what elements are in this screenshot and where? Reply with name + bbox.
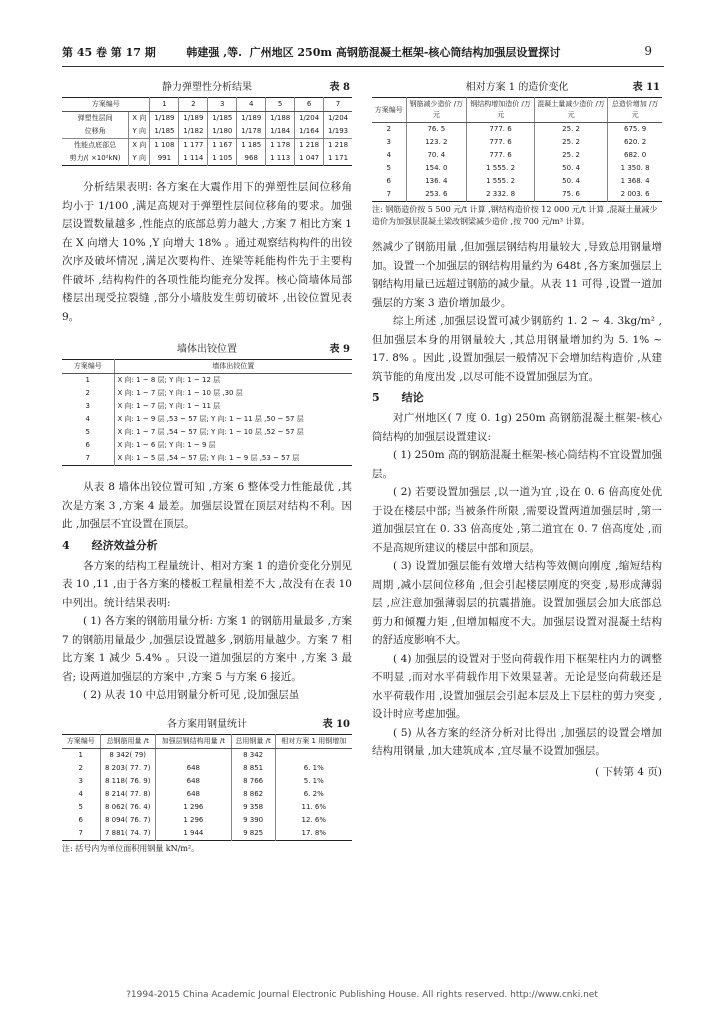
table-cell: 1/164 [295,125,324,139]
table-cell: 6 [386,177,391,185]
table-cell: 1/188 [266,112,295,126]
table-cell: 620. 2 [608,136,662,149]
table-cell: Y 向 [129,125,150,139]
table-cell: 777. 6 [467,136,535,149]
table-row [62,814,352,827]
conclusion-item: ( 3) 设置加强层能有效增大结构等效侧向刚度 ,缩短结构周期 ,减小层间位移角 ,但会引起楼层刚度的突变 ,易形成薄弱层 ,应注意加强薄弱层的抗震措施。设置加强层会加大底部总剪力和倾覆力矩 ,但增加幅度不大。加强层设置对混凝土结构的舒适度影响不大。 [372,560,662,646]
table8-header-cell: 1 [150,98,179,112]
table10-header-cell: 总钢筋用量 /t [100,734,155,748]
table-cell: X 向: 1 ~ 6 层; Y 向: 1 ~ 9 层 [114,439,352,452]
table11-header-cell: 钢结构增加造价 /万元 [467,98,535,123]
table-cell: 5 [386,164,391,172]
table-cell: X 向: 1 ~ 9 层 ,53 ~ 57 层; Y 向: 1 ~ 11 层 ,50 ~ 57 层 [114,413,352,426]
table-cell: 9 825 [231,827,275,841]
table-cell: 1 167 [208,139,237,153]
table-cell: 7 [386,190,391,198]
table11-header-cell: 混凝土量减少造价 /万元 [534,98,607,123]
table-cell: 12. 6% [275,814,352,827]
table-cell: 8 062( 76. 4) [100,801,155,814]
table-cell: 6. 1% [275,762,352,775]
table-cell: 2 [78,763,83,772]
table-cell: 991 [150,152,179,166]
table-cell: 154. 0 [406,162,467,175]
table-row [62,112,352,126]
table-cell: 70. 4 [406,149,467,162]
table-cell: 1/193 [324,125,352,139]
table-cell: 9 358 [231,801,275,814]
table-row [372,175,662,188]
table8-title: 静力弹塑性分析结果 [162,82,252,93]
table-cell: 1 555. 2 [467,162,535,175]
table-cell: 123. 2 [406,136,467,149]
paragraph: 从表 8 墙体出铰位置可知 ,方案 6 整体受力性能最优 ,其次是方案 3 ,方案 4 最差。加强层设置在顶层对结构不利。因此 ,加强层不宜设置在顶层。 [62,481,352,530]
table-cell: 2 332. 8 [467,188,535,202]
conclusion-item: ( 4) 加强层的设置对于竖向荷载作用下框架柱内力的调整不明显 ,而对水平荷载作用下效果显著。无论是竖向荷载还是水平荷载作用 ,设置加强层会引起本层及上下层柱的剪力突变 ,设计时应考虑加强。 [372,652,662,720]
table-cell: 2 [386,125,391,133]
table-cell: 17. 8% [275,827,352,841]
table11-caption [372,78,662,94]
table9-caption [62,340,352,356]
paragraph: 综上所述 ,加强层设置可减少钢筋约 1. 2 ~ 4. 3kg/m² ,但加强层本身的用钢量较大 ,其总用钢量增加约为 5. 1% ~ 17. 8% 。因此 ,设置加强层一般情况下会增加结构造价 ,从建筑节能的角度出发 ,以尽可能不设置加强层为宜。 [372,315,662,383]
table11 [372,97,662,202]
table11-header-cell: 总造价增加 /万元 [608,98,662,123]
table-row [372,188,662,202]
table-cell: 1 218 [324,139,352,153]
table-cell: 1 114 [179,152,208,166]
table-cell: 648 [155,762,231,775]
table8-number: 表 8 [329,82,350,93]
table-cell: 8 342 [231,748,275,762]
table-cell: 50. 4 [534,175,607,188]
page-number: 9 [644,44,652,58]
paragraph: 分析结果表明: 各方案在大震作用下的弹塑性层间位移角均小于 1/100 ,满足高规对于弹塑性层间位移角的要求。加强层设置数量越多 ,性能点的底部总剪力越大 ,方案 7 相比方案 1 在 X 向增大 10% ,Y 向增大 18% 。通过观察结构构件的出铰次序及破坏情况 ,满足次要构件、连梁等耗能构件先于主要构件破坏 ,结构构件的各项性能均能充分发挥。核心筒墙体局部楼层出现受拉裂缝 ,部分小墙肢发生剪切破坏 ,出铰位置见表 9。 [62,181,352,323]
table-cell: 4 [78,789,83,798]
table10 [62,734,352,841]
table-row [62,452,352,466]
table-cell: 6. 2% [275,788,352,801]
table-row [62,827,352,841]
table-row [62,152,352,166]
table-cell: 8 214( 77. 8) [100,788,155,801]
table10-header-cell: 加强层钢结构用量 /t [155,734,231,748]
table-row [62,426,352,439]
table10-title: 各方案用钢量统计 [167,718,247,730]
table-cell: 7 [85,454,90,462]
table-cell: 1 105 [208,152,237,166]
table-cell: 136. 4 [406,175,467,188]
table8-header-cell: 4 [237,98,266,112]
table-cell: 2 003. 6 [608,188,662,202]
table-row [62,748,352,762]
table-row [62,374,352,388]
table9-number: 表 9 [329,344,350,355]
table-row [62,788,352,801]
table-cell: 8 851 [231,762,275,775]
table-cell: 1 047 [295,152,324,166]
table9 [62,359,352,466]
table-row [62,762,352,775]
table-row [62,439,352,452]
continued-note: ( 下转第 4 页) [595,765,662,778]
table-cell: 弹塑性层间 [77,114,113,122]
table-cell: 1/182 [179,125,208,139]
table-cell: 1 113 [266,152,295,166]
table-cell: 剪力/( ×10²kN) [69,154,121,162]
table-cell [275,748,352,762]
table-cell: 1 218 [295,139,324,153]
table8-header-cell: 3 [208,98,237,112]
table-cell: X 向: 1 ~ 7 层; Y 向: 1 ~ 10 层 ,30 层 [114,387,352,400]
table-row [62,400,352,413]
table-cell: 8 118( 76. 9) [100,775,155,788]
table8-header-cell: 6 [295,98,324,112]
table-cell: 8 862 [231,788,275,801]
table-cell: X 向: 1 ~ 8 层; Y 向: 1 ~ 12 层 [114,374,352,388]
table11-title: 相对方案 1 的造价变化 [465,82,569,93]
table-row [372,162,662,175]
table-cell: 5 [78,802,83,811]
paragraph: 各方案的结构工程量统计、相对方案 1 的造价变化分别见表 10 ,11 ,由于各方案的楼板工程量相差不大 ,故没有在表 10 中列出。统计结果表明: [62,559,352,609]
table8-header-cell: 5 [266,98,295,112]
table-cell: X 向: 1 ~ 5 层 ,54 ~ 57 层; Y 向: 1 ~ 9 层 ,53 ~ 57 层 [114,452,352,466]
table-cell: 1 [78,750,83,759]
table-cell: 253. 6 [406,188,467,202]
table-row [372,149,662,162]
table-cell: 1/185 [150,125,179,139]
table-cell: 1/189 [237,112,266,126]
table10-header-cell: 方案编号 [62,734,100,748]
left-column [62,78,352,855]
table-cell: 1 555. 2 [467,175,535,188]
table8-header-cell: 2 [179,98,208,112]
table-cell: 682. 0 [608,149,662,162]
table-cell: 8 766 [231,775,275,788]
table-cell: 2 [85,389,90,397]
table-cell: 5. 1% [275,775,352,788]
table-cell: 1 [85,376,90,384]
table-row [62,139,352,153]
table-cell: 9 390 [231,814,275,827]
table11-header-row [372,98,662,123]
table-cell: 3 [85,402,90,410]
table-cell: 1 944 [155,827,231,841]
table-cell: 6 [78,815,83,824]
table10-note: 注: 括号内为单位面积用钢量 kN/m²。 [62,843,200,853]
table-cell: 8 342( 79) [100,748,155,762]
table-cell: 11. 6% [275,801,352,814]
table8 [62,97,352,166]
table11-number: 表 11 [632,82,660,93]
table-cell: 4 [85,415,90,423]
table-cell: X 向: 1 ~ 7 层 ,54 ~ 57 层; Y 向: 1 ~ 10 层 ,52 ~ 57 层 [114,426,352,439]
table-cell: 777. 6 [467,123,535,137]
table-cell: 1 296 [155,801,231,814]
table-cell: 50. 4 [534,162,607,175]
header-title: 广州地区 250m 高钢筋混凝土框架-核心筒结构加强层设置探讨 [249,46,561,59]
table-cell: 1 108 [150,139,179,153]
table-cell: 8 094( 76. 7) [100,814,155,827]
table-cell: 75. 6 [534,188,607,202]
table-cell: 1/180 [208,125,237,139]
table-cell: X 向 [129,139,150,153]
section-heading: 4 经济效益分析 [62,538,158,552]
table8-header-cell: 方案编号 [62,98,150,112]
table-cell: 6 [85,441,90,449]
section-heading: 5 结论 [372,391,424,404]
table11-note: 注: 钢筋造价按 5 500 元/t 计算 ,钢结构造价按 12 000 元/t 计算 ,混凝土量减少造价为加强层混凝土梁改钢梁减少造价 ,按 700 元/m³ 计算。 [372,205,658,226]
table-cell: 25. 2 [534,136,607,149]
table-cell: 777. 6 [467,149,535,162]
table-cell: 位移角 [84,127,106,135]
table-cell: X 向: 1 ~ 7 层; Y 向: 1 ~ 11 层 [114,400,352,413]
table-cell: 1 368. 4 [608,175,662,188]
running-header [62,44,662,64]
conclusion-item: ( 5) 从各方案的经济分析对比得出 ,加强层的设置会增加结构用钢量 ,加大建筑成本 ,宜尽量不设置加强层。 [372,726,662,757]
table-cell: X 向 [129,112,150,126]
header-rule [62,66,664,67]
table-cell: 8 203( 77. 7) [100,762,155,775]
table-cell: 1/204 [295,112,324,126]
table-cell: 1 185 [237,139,266,153]
paragraph: 对广州地区( 7 度 0. 1g) 250m 高钢筋混凝土框架-核心筒结构的加强层设置建议: [372,412,662,443]
table-cell: 4 [386,151,391,159]
table-cell: 1/178 [237,125,266,139]
table-cell: 1/189 [150,112,179,126]
table-cell: 648 [155,775,231,788]
table8-header-cell: 7 [324,98,352,112]
table9-header-row [62,360,352,374]
table10-number: 表 10 [322,718,350,730]
table11-header-cell: 方案编号 [372,98,406,123]
table11-header-cell: 钢筋减少造价 /万元 [406,98,467,123]
table9-header-cell: 方案编号 [62,360,114,374]
conclusion-item: ( 1) 250m 高的钢筋混凝土框架-核心筒结构不宜设置加强层。 [372,449,662,480]
copyright-footer: ?1994-2015 China Academic Journal Electronic Publishing House. All rights reserved. http://www.cnki.net [126,990,598,1000]
table-cell: 25. 2 [534,123,607,137]
table-row [62,801,352,814]
table-row [372,136,662,149]
paragraph: ( 2) 从表 10 中总用钢量分析可见 ,设加强层虽 [83,689,300,701]
table-cell: Y 向 [129,152,150,166]
table-cell: 968 [237,152,266,166]
table-cell: 5 [85,428,90,436]
table9-header-cell: 墙体出铰位置 [114,360,352,374]
table10-header-cell: 相对方案 1 用钢增加 [275,734,352,748]
table-cell: 1/185 [208,112,237,126]
table-cell: 648 [155,788,231,801]
conclusion-item: ( 2) 若要设置加强层 ,以一道为宜 ,设在 0. 6 倍高度处优于设在楼层中部; 当被条件所限 ,需要设置两道加强层时 ,第一道加强层宜在 0. 33 倍高度处 ,第二道宜在 0. 7 倍高度处 ,而不是高规所建议的楼层中部和顶层。 [372,486,662,554]
table-cell: 1 177 [179,139,208,153]
paragraph: ( 1) 各方案的钢筋用量分析: 方案 1 的钢筋用量最多 ,方案 7 的钢筋用量最少 ,加强层设置越多 ,钢筋用量越少。方案 7 相比方案 1 减少 5.4% 。只设一道加强层的方案中 ,方案 3 最省; 设两道加强层的方案中 ,方案 5 与方案 6 接近。 [62,615,352,683]
table-row [62,125,352,139]
table-cell: 7 881( 74. 7) [100,827,155,841]
table-cell: 1/184 [266,125,295,139]
table-cell: 675. 9 [608,123,662,137]
table-cell: 1 178 [266,139,295,153]
journal-issue: 第 45 卷 第 17 期 [62,46,156,59]
table-cell: 7 [78,828,83,837]
header-authors: 韩建强 ,等. [186,46,242,59]
table-row [62,775,352,788]
table8-caption [62,78,352,94]
table-cell: 1 296 [155,814,231,827]
table-cell [155,748,231,762]
table-cell: 1/189 [179,112,208,126]
table-row [62,387,352,400]
table8-header-row [62,98,352,112]
table-cell: 性能点底部总 [62,139,129,153]
header-left [62,44,560,60]
table10-caption [62,715,352,731]
table-cell: 1 171 [324,152,352,166]
table10-header-cell: 总用钢量 /t [231,734,275,748]
table-cell: 25. 2 [534,149,607,162]
right-column [372,78,662,781]
table-row [372,123,662,137]
table10-header-row [62,734,352,748]
table-cell: 3 [386,138,391,146]
table-cell: 3 [78,776,83,785]
table-row [62,413,352,426]
table-cell: 1/204 [324,112,352,126]
table-cell: 1 350. 8 [608,162,662,175]
paragraph: 然减少了钢筋用量 ,但加强层钢结构用量较大 ,导致总用钢量增加。设置一个加强层的钢结构用量约为 648t ,各方案加强层上钢结构用量已远超过钢筋的减少量。从表 11 可得 ,设置一道加强层的方案 3 造价增加最少。 [372,241,662,309]
table9-title: 墙体出铰位置 [177,344,237,355]
table-cell: 76. 5 [406,123,467,137]
